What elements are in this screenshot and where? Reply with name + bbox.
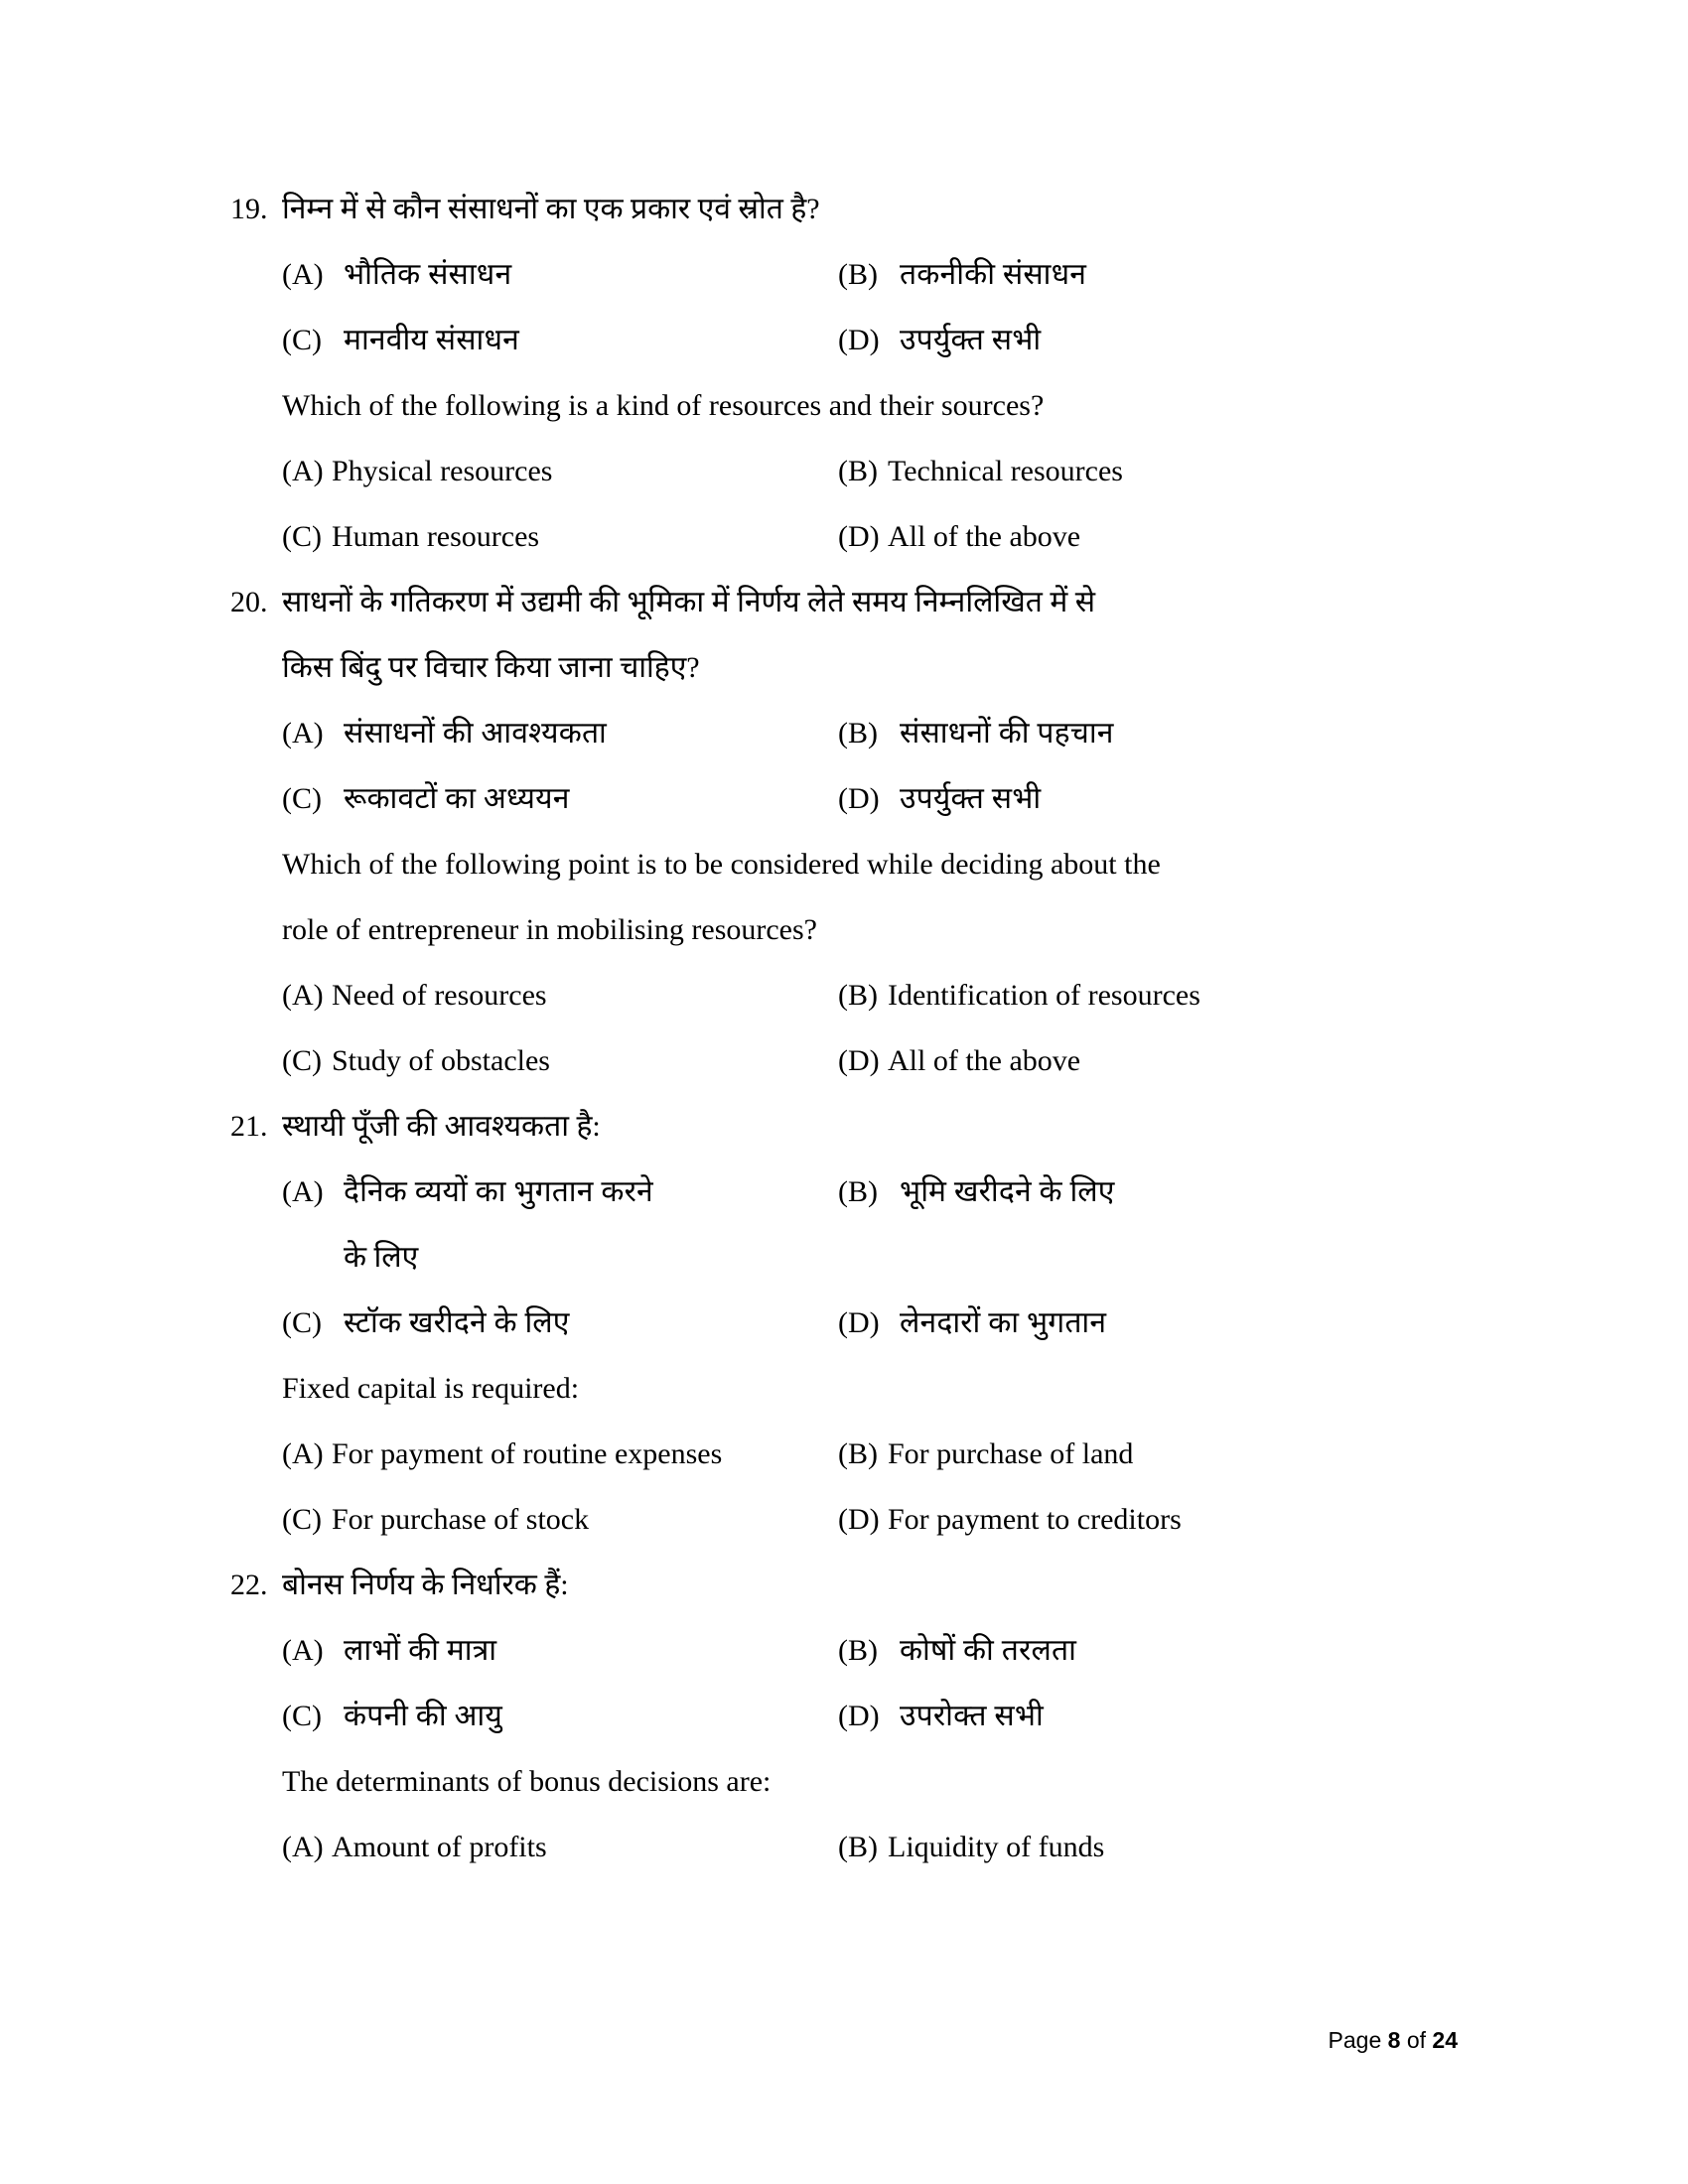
option-label: (A) bbox=[282, 1634, 324, 1667]
option-text: For payment of routine expenses bbox=[332, 1437, 723, 1470]
question-22-hindi-line-1: बोनस निर्णय के निर्धारक हैं: bbox=[282, 1569, 569, 1601]
option-19-en-a[interactable] bbox=[282, 439, 838, 504]
question-22-english-options bbox=[282, 1815, 1452, 1880]
footer-current-page: 8 bbox=[1387, 2027, 1401, 2053]
option-text: All of the above bbox=[888, 520, 1081, 553]
option-text: Need of resources bbox=[332, 979, 547, 1012]
option-21-hi-d[interactable] bbox=[838, 1291, 1452, 1356]
option-19-en-c[interactable] bbox=[282, 504, 838, 570]
question-22-number: 22. bbox=[230, 1569, 268, 1601]
option-row bbox=[282, 1422, 1452, 1487]
option-row-continuation bbox=[282, 1225, 1452, 1291]
footer-middle: of bbox=[1400, 2027, 1433, 2053]
option-19-en-d[interactable] bbox=[838, 504, 1452, 570]
option-20-hi-c[interactable] bbox=[282, 766, 838, 832]
option-21-en-c[interactable] bbox=[282, 1487, 838, 1553]
option-text: तकनीकी संसाधन bbox=[900, 258, 1087, 291]
option-22-hi-c[interactable] bbox=[282, 1684, 838, 1749]
question-20-hindi-line-2-row bbox=[230, 635, 1452, 701]
option-row bbox=[282, 1487, 1452, 1553]
option-19-hi-d[interactable] bbox=[838, 308, 1452, 373]
option-21-en-b[interactable] bbox=[838, 1422, 1452, 1487]
option-row bbox=[282, 766, 1452, 832]
option-label: (A) bbox=[282, 979, 324, 1012]
option-20-en-d[interactable] bbox=[838, 1028, 1452, 1094]
option-label: (C) bbox=[282, 520, 322, 553]
option-22-en-b[interactable] bbox=[838, 1815, 1452, 1880]
option-text: All of the above bbox=[888, 1044, 1081, 1077]
option-text: Technical resources bbox=[888, 455, 1123, 487]
option-row bbox=[282, 1618, 1452, 1684]
question-19-number: 19. bbox=[230, 193, 268, 225]
option-row bbox=[282, 1160, 1452, 1225]
option-text: For payment to creditors bbox=[888, 1503, 1182, 1536]
option-19-hi-b[interactable] bbox=[838, 242, 1452, 308]
question-20-number: 20. bbox=[230, 586, 268, 618]
option-19-hi-a[interactable] bbox=[282, 242, 838, 308]
option-text: उपरोक्त सभी bbox=[900, 1700, 1044, 1732]
option-row bbox=[282, 963, 1452, 1028]
question-20-hindi-line-2: किस बिंदु पर विचार किया जाना चाहिए? bbox=[282, 651, 700, 684]
page-footer bbox=[1329, 2027, 1458, 2054]
option-label: (D) bbox=[838, 1044, 880, 1077]
question-22-hindi-options bbox=[282, 1618, 1452, 1749]
option-label: (A) bbox=[282, 717, 324, 750]
option-22-en-a[interactable] bbox=[282, 1815, 838, 1880]
option-21-en-d[interactable] bbox=[838, 1487, 1452, 1553]
option-label: (A) bbox=[282, 1175, 324, 1208]
question-21-hindi-line-1: स्थायी पूँजी की आवश्यकता है: bbox=[282, 1110, 601, 1143]
option-21-hi-c[interactable] bbox=[282, 1291, 838, 1356]
question-19-stem-hindi bbox=[230, 177, 1452, 242]
option-label: (D) bbox=[838, 324, 880, 356]
option-19-en-b[interactable] bbox=[838, 439, 1452, 504]
option-text-continuation: के लिए bbox=[344, 1241, 419, 1274]
question-22-stem-english: The determinants of bonus decisions are: bbox=[282, 1765, 772, 1798]
question-22-stem-hindi bbox=[230, 1553, 1452, 1618]
question-20-english-options bbox=[282, 963, 1452, 1094]
option-label: (B) bbox=[838, 979, 878, 1012]
option-label: (A) bbox=[282, 1831, 324, 1863]
option-label: (B) bbox=[838, 1175, 878, 1208]
question-block-22 bbox=[230, 1553, 1452, 1880]
option-21-hi-a-continuation bbox=[282, 1225, 838, 1291]
option-text: Human resources bbox=[332, 520, 540, 553]
option-row bbox=[282, 308, 1452, 373]
question-19-hindi-line-1: निम्न में से कौन संसाधनों का एक प्रकार एवं स्रोत है? bbox=[282, 193, 820, 225]
option-row bbox=[282, 1684, 1452, 1749]
option-text: लाभों की मात्रा bbox=[344, 1634, 497, 1667]
option-21-en-a[interactable] bbox=[282, 1422, 838, 1487]
question-21-stem-english: Fixed capital is required: bbox=[282, 1372, 580, 1405]
option-text: स्टॉक खरीदने के लिए bbox=[344, 1306, 570, 1339]
option-text-wrap bbox=[344, 1160, 653, 1225]
option-20-en-b[interactable] bbox=[838, 963, 1452, 1028]
question-20-stem-english-line-1: Which of the following point is to be considered while deciding about the bbox=[282, 848, 1161, 881]
option-22-hi-a[interactable] bbox=[282, 1618, 838, 1684]
option-21-hi-a[interactable] bbox=[282, 1160, 838, 1225]
option-text: Identification of resources bbox=[888, 979, 1200, 1012]
question-21-stem-hindi bbox=[230, 1094, 1452, 1160]
option-21-hi-b[interactable] bbox=[838, 1160, 1452, 1225]
option-20-hi-b[interactable] bbox=[838, 701, 1452, 766]
option-text: Physical resources bbox=[332, 455, 553, 487]
option-20-hi-a[interactable] bbox=[282, 701, 838, 766]
option-label: (D) bbox=[838, 520, 880, 553]
question-block-19 bbox=[230, 177, 1452, 570]
option-label: (D) bbox=[838, 1700, 880, 1732]
question-block-20 bbox=[230, 570, 1452, 1094]
option-row bbox=[282, 1028, 1452, 1094]
question-19-english-options bbox=[282, 439, 1452, 570]
option-row bbox=[282, 701, 1452, 766]
option-text: मानवीय संसाधन bbox=[344, 324, 519, 356]
option-row bbox=[282, 242, 1452, 308]
option-label: (D) bbox=[838, 1306, 880, 1339]
question-21-english-options bbox=[282, 1422, 1452, 1553]
option-22-hi-d[interactable] bbox=[838, 1684, 1452, 1749]
option-19-hi-c[interactable] bbox=[282, 308, 838, 373]
option-text: संसाधनों की आवश्यकता bbox=[344, 717, 608, 750]
question-list bbox=[230, 177, 1452, 1880]
option-label: (B) bbox=[838, 455, 878, 487]
option-text: कोषों की तरलता bbox=[900, 1634, 1077, 1667]
footer-total-pages: 24 bbox=[1432, 2027, 1458, 2053]
option-text: भौतिक संसाधन bbox=[344, 258, 512, 291]
option-20-en-a[interactable] bbox=[282, 963, 838, 1028]
option-label: (A) bbox=[282, 1437, 324, 1470]
option-row bbox=[282, 439, 1452, 504]
option-row bbox=[282, 1815, 1452, 1880]
option-label: (C) bbox=[282, 1044, 322, 1077]
question-19-hindi-options bbox=[282, 242, 1452, 373]
option-text: For purchase of land bbox=[888, 1437, 1134, 1470]
option-text: लेनदारों का भुगतान bbox=[900, 1306, 1107, 1339]
option-text: संसाधनों की पहचान bbox=[900, 717, 1114, 750]
option-label: (D) bbox=[838, 782, 880, 815]
option-label: (A) bbox=[282, 258, 324, 291]
question-20-hindi-options bbox=[282, 701, 1452, 832]
question-21-number: 21. bbox=[230, 1110, 268, 1143]
question-20-stem-english-line-2: role of entrepreneur in mobilising resources? bbox=[282, 913, 817, 946]
question-block-21 bbox=[230, 1094, 1452, 1553]
spacer-cell bbox=[838, 1225, 1452, 1291]
option-label: (B) bbox=[838, 1437, 878, 1470]
question-20-stem-hindi bbox=[230, 570, 1452, 635]
option-label: (B) bbox=[838, 258, 878, 291]
option-text: कंपनी की आयु bbox=[344, 1700, 502, 1732]
option-label: (C) bbox=[282, 782, 322, 815]
option-text: भूमि खरीदने के लिए bbox=[900, 1175, 1115, 1208]
option-text: Liquidity of funds bbox=[888, 1831, 1105, 1863]
option-label: (A) bbox=[282, 455, 324, 487]
question-20-hindi-line-1: साधनों के गतिकरण में उद्यमी की भूमिका में निर्णय लेते समय निम्नलिखित में से bbox=[282, 586, 1096, 618]
option-text: दैनिक व्ययों का भुगतान करने bbox=[344, 1175, 653, 1208]
option-label: (C) bbox=[282, 324, 322, 356]
option-text: उपर्युक्त सभी bbox=[900, 324, 1042, 356]
option-label: (C) bbox=[282, 1700, 322, 1732]
option-text: उपर्युक्त सभी bbox=[900, 782, 1042, 815]
option-label: (B) bbox=[838, 1831, 878, 1863]
option-20-hi-d[interactable] bbox=[838, 766, 1452, 832]
option-20-en-c[interactable] bbox=[282, 1028, 838, 1094]
question-21-hindi-options bbox=[282, 1160, 1452, 1356]
option-text: रूकावटों का अध्ययन bbox=[344, 782, 570, 815]
option-label: (B) bbox=[838, 1634, 878, 1667]
option-text: For purchase of stock bbox=[332, 1503, 590, 1536]
option-text: Amount of profits bbox=[332, 1831, 547, 1863]
question-19-stem-english: Which of the following is a kind of resources and their sources? bbox=[282, 389, 1045, 422]
footer-prefix: Page bbox=[1328, 2027, 1388, 2053]
option-label: (D) bbox=[838, 1503, 880, 1536]
option-text: Study of obstacles bbox=[332, 1044, 550, 1077]
option-22-hi-b[interactable] bbox=[838, 1618, 1452, 1684]
option-label: (C) bbox=[282, 1503, 322, 1536]
option-label: (C) bbox=[282, 1306, 322, 1339]
option-label: (B) bbox=[838, 717, 878, 750]
option-row bbox=[282, 1291, 1452, 1356]
option-row bbox=[282, 504, 1452, 570]
